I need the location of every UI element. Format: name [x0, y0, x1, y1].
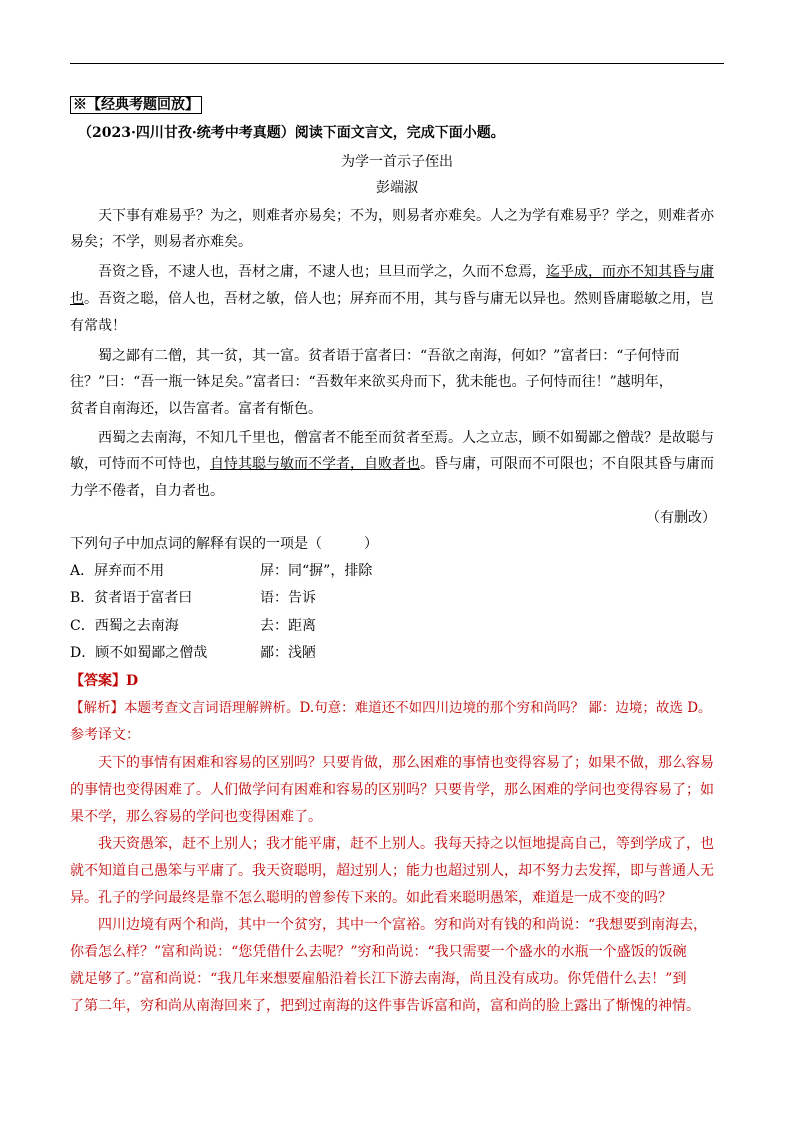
- translation-p2-line3: 异。孔子的学问最终是靠不怎么聪明的曾参传下来的。如此看来聪明愚笨，难道是一成不变的吗？: [70, 890, 672, 906]
- passage-p4-line1: 西蜀之去南海，不知几千里也，僧富者不能至而贫者至焉。人之立志，顾不如蜀鄙之僧哉？是故聪与: [98, 430, 714, 446]
- translation-p2-line2: 就不知道自己愚笨与平庸了。我天资聪明，超过别人；能力也超过别人，却不努力去发挥，即与普通人无: [70, 863, 714, 879]
- answer-label: 【答案】D: [70, 673, 139, 689]
- passage-p2-line2: 也。吾资之聪，倍人也，吾材之敏，倍人也；屏弃而不用，其与昏与庸无以异也。然则昏庸聪敏之用，岂: [70, 291, 714, 307]
- passage-p1-line2: 易矣；不学，则易者亦难矣。: [70, 234, 252, 250]
- passage-note: （有删改）: [646, 510, 716, 526]
- passage-p2-line3: 有常哉！: [70, 318, 126, 334]
- translation-p1-line1: 天下的事情有困难和容易的区别吗？只要肯做，那么困难的事情也变得容易了；如果不做，那么容易: [98, 755, 714, 771]
- translation-title: 参考译文：: [70, 727, 140, 743]
- section-title: ※【经典考题回放】: [70, 96, 202, 114]
- translation-p3-line1: 四川边境有两个和尚，其中一个贫穷，其中一个富裕。穷和尚对有钱的和尚说：“我想要到南海去，: [98, 917, 708, 933]
- header-rule: [70, 63, 724, 64]
- passage-p1-line1: 天下事有难易乎？为之，则难者亦易矣；不为，则易者亦难矣。人之为学有难易乎？学之，则难者亦: [98, 208, 714, 224]
- passage-p3-line3: 贫者自南海还，以告富者。富者有惭色。: [70, 401, 322, 417]
- passage-p2-line1: 吾资之昏，不逮人也，吾材之庸，不逮人也；旦旦而学之，久而不怠焉，迄乎成，而亦不知其昏与庸: [98, 264, 714, 280]
- question-stem: 下列句子中加点词的解释有误的一项是（ ）: [70, 536, 378, 552]
- translation-p2-line1: 我天资愚笨，赶不上别人；我才能平庸，赶不上别人。我每天持之以恒地提高自己，等到学成了，也: [98, 836, 714, 852]
- translation-p1-line2: 的事情也变得困难了。人们做学问有困难和容易的区别吗？只要肯学，那么困难的学问也变得容易了；如: [70, 782, 714, 798]
- translation-p3-line2: 你看怎么样？”富和尚说：“您凭借什么去呢？”穷和尚说：“我只需要一个盛水的水瓶一个盛饭的饭碗: [70, 944, 687, 960]
- answer-analysis: 【解析】本题考查文言词语理解辨析。D.句意：难道还不如四川边境的那个穷和尚吗？ 鄙：边境；故选 D。: [70, 700, 712, 716]
- passage-title: 为学一首示子侄出: [341, 154, 453, 170]
- passage-author: 彭端淑: [376, 180, 418, 196]
- passage-p3-line2: 往？”曰：“吾一瓶一钵足矣。”富者曰：“吾数年来欲买舟而下，犹未能也。子何恃而往！”越明年，: [70, 374, 673, 390]
- underlined-phrase: 迄乎成，而亦不知其昏与庸: [546, 264, 714, 280]
- translation-p3-line3: 就足够了。”富和尚说：“我几年来想要雇船沿着长江下游去南海，尚且没有成功。你凭借什么去！”到: [70, 971, 687, 987]
- passage-p4-line3: 力学不倦者，自力者也。: [70, 483, 224, 499]
- passage-p4-line2: 敏，可恃而不可恃也，自恃其聪与敏而不学者，自败者也。昏与庸，可限而不可限也；不自限其昏与庸而: [70, 456, 714, 472]
- translation-p1-line3: 果不学，那么容易的学问也变得困难了。: [70, 809, 322, 825]
- underlined-phrase: 自恃其聪与敏而不学者，自败者也: [210, 456, 420, 472]
- question-source: （2023·四川甘孜·统考中考真题）阅读下面文言文，完成下面小题。: [78, 125, 505, 141]
- passage-p3-line1: 蜀之鄙有二僧，其一贫，其一富。贫者语于富者曰：“吾欲之南海，何如？”富者曰：“子何恃而: [98, 348, 680, 364]
- translation-p3-line4: 了第二年，穷和尚从南海回来了，把到过南海的这件事告诉富和尚，富和尚的脸上露出了惭愧的神情。: [70, 998, 700, 1014]
